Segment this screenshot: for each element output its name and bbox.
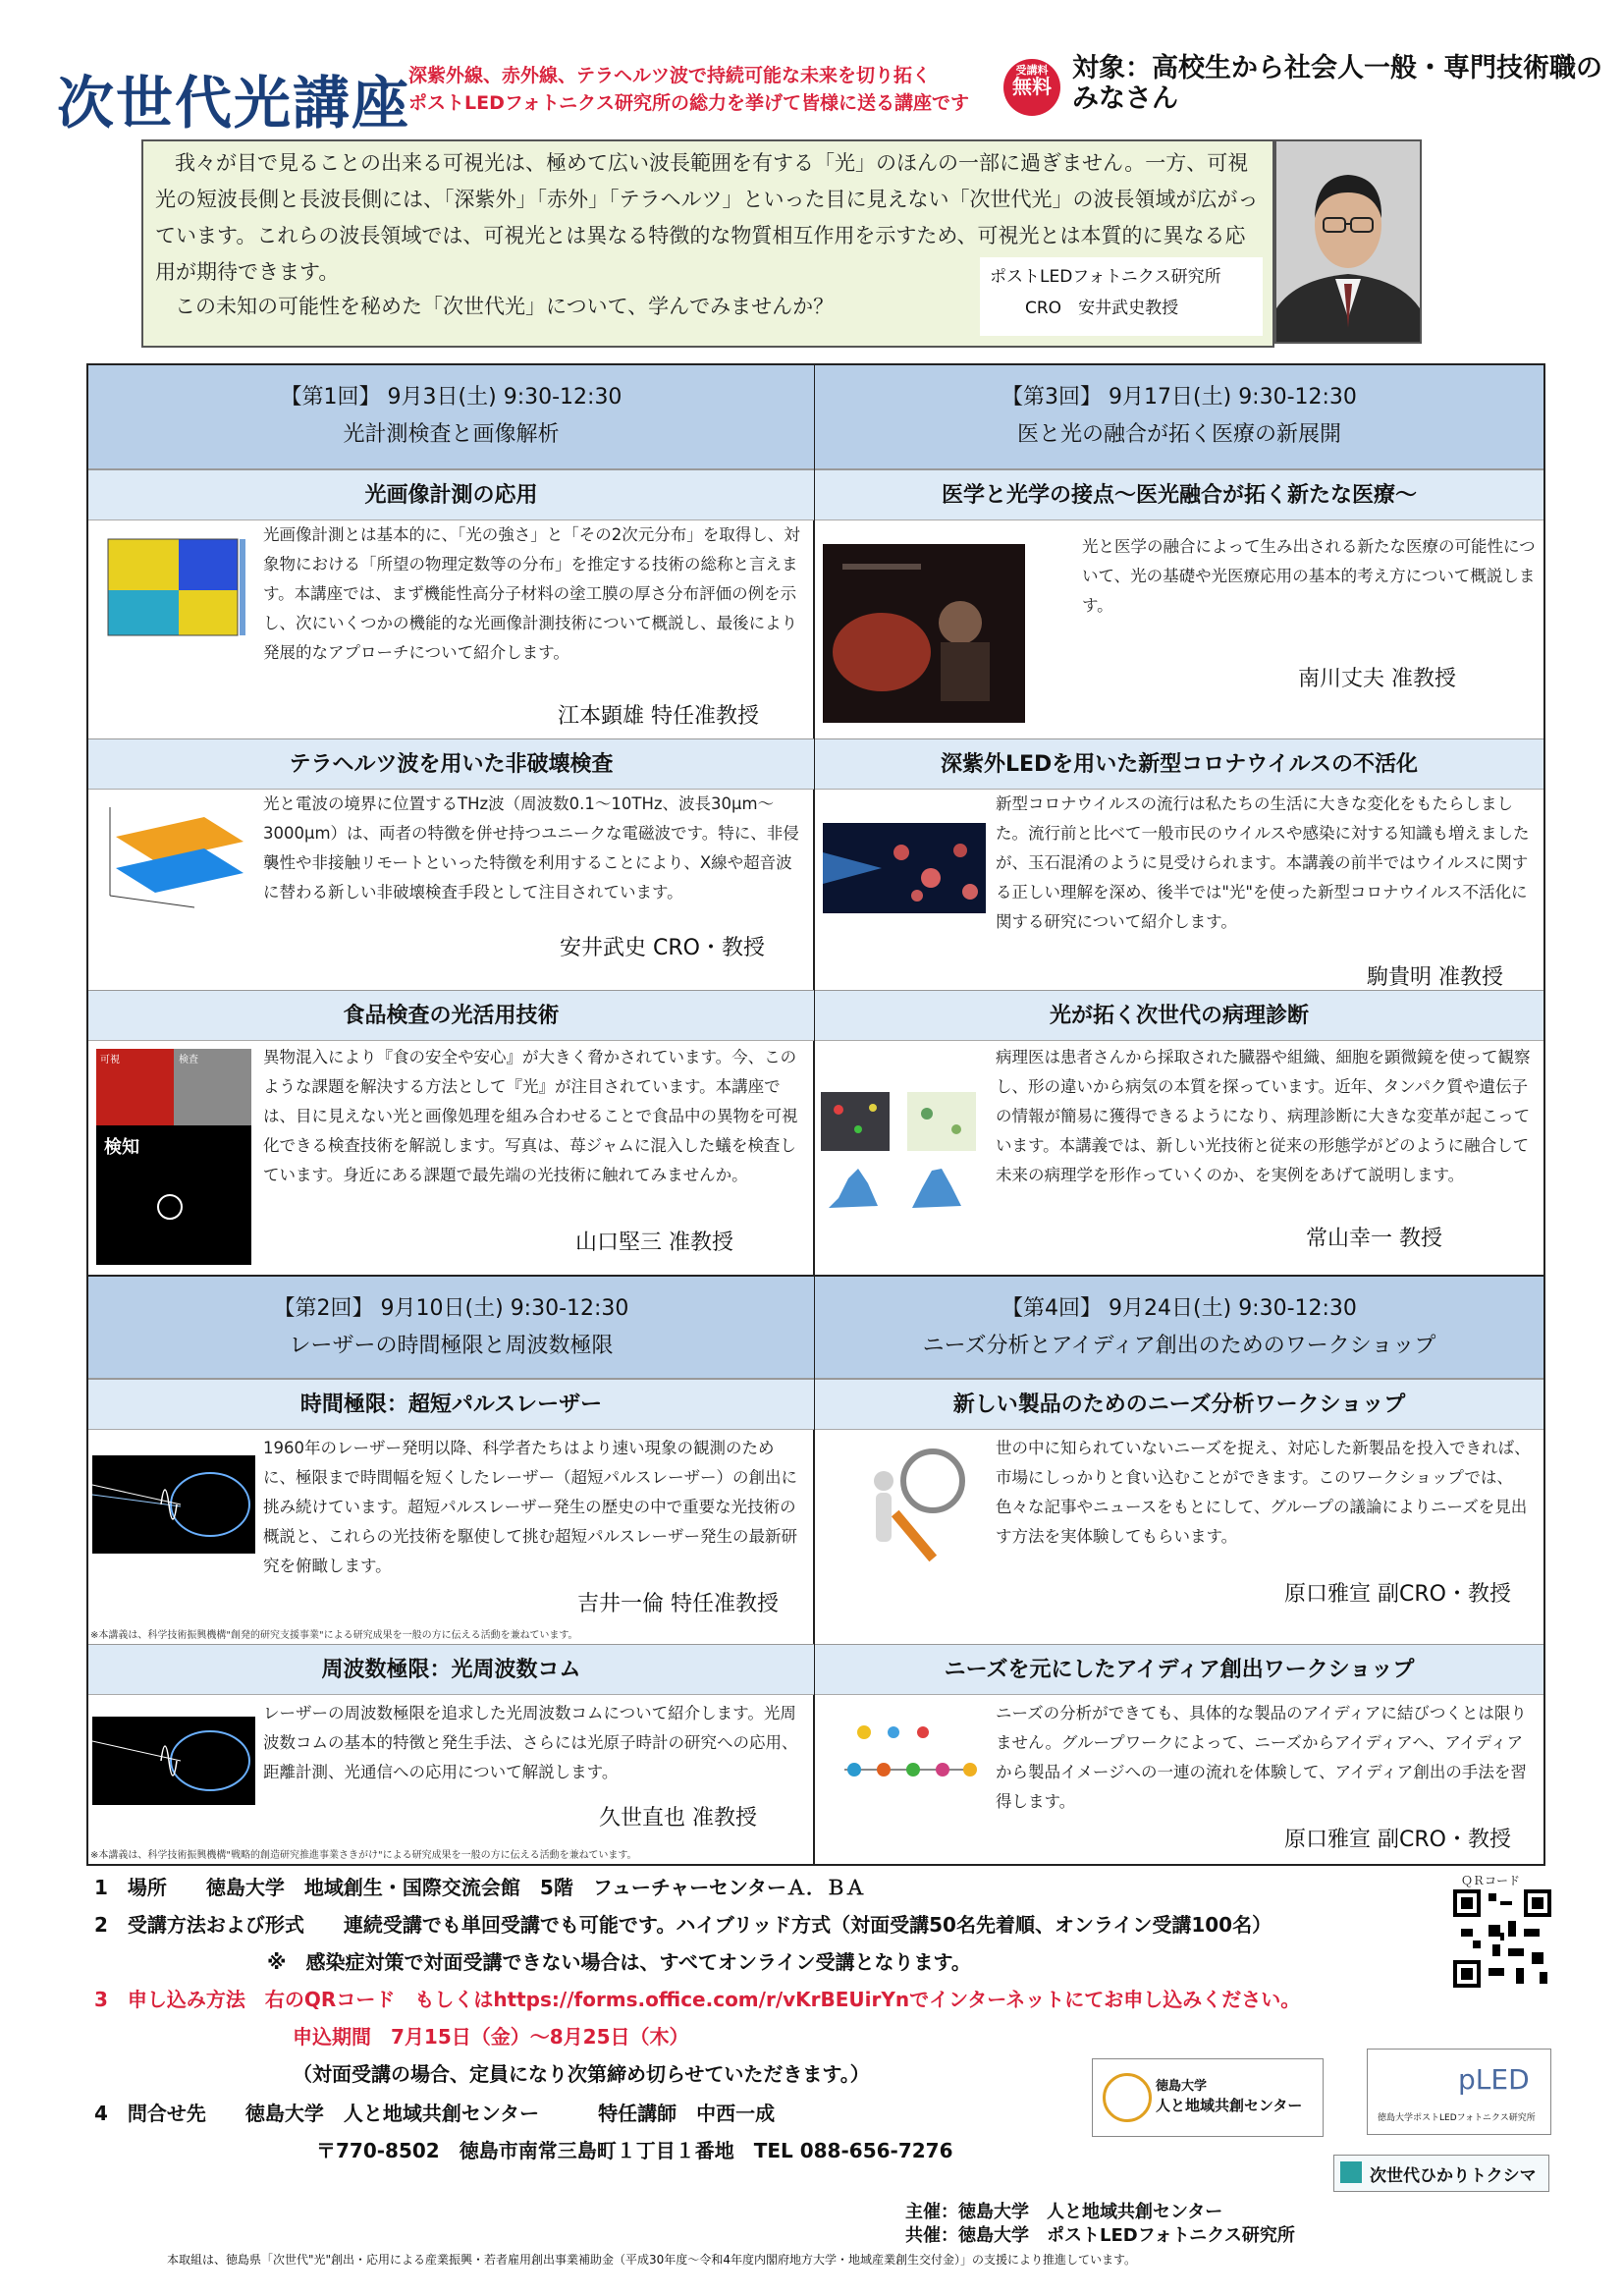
lecturer-name: 安井武史 CRO・教授: [560, 936, 765, 960]
info-contact: 4 問合せ先 徳島大学 人と地域共創センター 特任講師 中西一成: [94, 2102, 776, 2125]
food-inspection-image: [96, 1049, 251, 1265]
laboratory-photo: [823, 544, 1025, 723]
session-4-theme: ニーズ分析とアイディア創出のためのワークショップ: [922, 1334, 1436, 1358]
lecture-title: 新しい製品のためのニーズ分析ワークショップ: [815, 1379, 1543, 1430]
session-4-banner: [815, 1277, 1543, 1379]
heatmap-image: [96, 527, 251, 657]
session-2-banner: [88, 1277, 814, 1379]
hikari-tokushima-logo: [1333, 2155, 1549, 2192]
lecture-text: 光と電波の境界に位置するTHz波（周波数0.1〜10THz、波長30μm〜3000μm）は、両者の特徴を併せ持つユニークな電磁波です。特に、非侵襲性や非接触リモートといった特徴を利用することにより、X線や超音波に替わる新しい非破壊検査手段として注目されています。: [263, 794, 799, 902]
logo1-line1: 徳島大学: [1156, 2079, 1208, 2094]
image-label-inspection: 検査: [179, 1055, 198, 1066]
subtitle-line2: ポストLEDフォトニクス研究所の総力を挙げて皆様に送る講座です: [408, 92, 969, 114]
badge-small-label: 受講料: [1015, 64, 1049, 77]
lecturer-name: 江本顕雄 特任准教授: [558, 704, 759, 729]
portrait-photo: [1274, 139, 1422, 344]
lecture-title: 時間極限：超短パルスレーザー: [88, 1379, 814, 1430]
program-grid: [86, 363, 1545, 1866]
lecture-text: 異物混入により『食の安全や安心』が大きく脅かされています。今、このような課題を解決する方法として『光』が注目されています。本講座では、目に見えない光と画像処理を組み合わせることで食品中の異物を可視化できる検査技術を解説します。写真は、苺ジャムに混入した蟻を検査しています。身近にある課題で最先端の光技術に触れてみませんか。: [263, 1048, 798, 1184]
pled-logo: [1367, 2049, 1551, 2135]
image-label-visible: 可視: [100, 1055, 120, 1066]
logo2-small: 徳島大学ポストLEDフォトニクス研究所: [1378, 2113, 1536, 2123]
lecture-text: 1960年のレーザー発明以降、科学者たちはより速い現象の観測のために、極限まで時間幅を短くしたレーザー（超短パルスレーザー）の創出に挑み続けています。超短パルスレーザー発生の歴史の中で重要な光技術の概説と、これらの光技術を駆使して挑む超短パルスレーザー発生の最新研究を俯瞰します。: [263, 1439, 798, 1575]
info-format-note: ※ 感染症対策で対面受講できない場合は、すべてオンライン受講となります。: [267, 1950, 971, 1974]
logo2-big: pLED: [1458, 2063, 1530, 2096]
info-address: 〒770-8502 徳島市南常三島町１丁目１番地 TEL 088-656-7276: [316, 2139, 953, 2162]
column-divider: [813, 365, 815, 1864]
lecture-note: ※本講義は、科学技術振興機構"戦略的創造研究推進事業さきがけ"による研究成果を一般の方に伝える活動を兼ねています。: [90, 1850, 637, 1861]
lecture-text: ニーズの分析ができても、具体的な製品のアイディアに結びつくとは限りません。グループワークによって、ニーズからアイディアへ、アイディアから製品イメージへの一連の流れを体験して、アイディア創出の手法を習得します。: [996, 1704, 1527, 1811]
lecturer-name: 駒貴明 准教授: [1367, 965, 1503, 990]
sponsor: 主催：徳島大学 人と地域共創センター: [905, 2202, 1223, 2222]
intro-box: [141, 139, 1274, 348]
lecturer-name: 吉井一倫 特任准教授: [577, 1592, 779, 1616]
laser-pulse-image: [92, 1455, 255, 1554]
pathology-image: [819, 1090, 986, 1218]
terahertz-3d-plot: [96, 797, 251, 915]
cosponsor: 共催：徳島大学 ポストLEDフォトニクス研究所: [905, 2225, 1295, 2246]
session-1-banner: [88, 365, 814, 469]
lecturer-name: 原口雅宣 副CRO・教授: [1284, 1582, 1511, 1607]
free-badge: [1003, 59, 1060, 116]
lecture-text: レーザーの周波数極限を追求した光周波数コムについて紹介します。光周波数コムの基本的特徴と発生手法、さらには光原子時計の研究への応用、距離計測、光通信への応用について解説します。: [263, 1704, 798, 1781]
session-2-theme: レーザーの時間極限と周波数極限: [289, 1334, 614, 1358]
logo3-text: 次世代ひかりトクシマ: [1370, 2166, 1537, 2186]
hikari-logo-icon: [1340, 2161, 1362, 2183]
lecture-title: 食品検査の光活用技術: [88, 990, 814, 1041]
image-label-detect: 検知: [104, 1137, 139, 1158]
intro-text: 我々が目で見ることの出来る可視光は、極めて広い波長範囲を有する「光」のほんの一部に過ぎません。一方、可視光の短波長側と長波長側には、「深紫外」「赤外」「テラヘルツ」といった目に見えない「次世代光」の波長領域が広がっています。これらの波長領域では、可視光とは異なる特徴的な物質相互作用を示すため、可視光とは本質的に異なる応用が期待できます。: [155, 151, 1259, 284]
session-3-date: 【第3回】 9月17日(土) 9:30-12:30: [1001, 385, 1357, 410]
idea-icons-image: [835, 1721, 982, 1789]
session-3-theme: 医と光の融合が拓く医療の新展開: [1016, 422, 1341, 447]
funding-note: 本取組は、徳島県「次世代"光"創出・応用による産業振興・若者雇用創出事業補助金（平成30年度〜令和4年度内閣府地方大学・地域産業創生交付金）」の支援により推進しています。: [167, 2253, 1136, 2267]
lecture-title: テラヘルツ波を用いた非破壊検査: [88, 738, 814, 790]
target-audience: 対象：高校生から社会人一般・専門技術職のみなさん: [1072, 53, 1602, 115]
lecturer-name: 山口堅三 准教授: [575, 1230, 733, 1255]
intro-question: この未知の可能性を秘めた「次世代光」について、学んでみませんか？: [175, 295, 835, 318]
lecture-title: 医学と光学の接点〜医光融合が拓く新たな医療〜: [815, 469, 1543, 520]
center-logo: [1092, 2058, 1324, 2137]
lecture-text: 世の中に知られていないニーズを捉え、対応した新製品を投入できれば、市場にしっかりと食い込むことができます。このワークショップでは、色々な記事やニュースをもとにして、グループの議論によりニーズを見出す方法を実体験してもらいます。: [996, 1439, 1531, 1546]
session-4-date: 【第4回】 9月24日(土) 9:30-12:30: [1001, 1296, 1357, 1321]
session-2-date: 【第2回】 9月10日(土) 9:30-12:30: [273, 1296, 629, 1321]
lecture-note: ※本講義は、科学技術振興機構"創発的研究支援事業"による研究成果を一般の方に伝える活動を兼ねています。: [90, 1630, 578, 1641]
qr-label: ＱＲコード: [1461, 1874, 1521, 1887]
caption-org: ポストLEDフォトニクス研究所: [990, 267, 1221, 287]
lecturer-name: 南川丈夫 准教授: [1298, 667, 1456, 691]
session-1-date: 【第1回】 9月3日(土) 9:30-12:30: [280, 385, 623, 410]
page-title: 次世代光講座: [57, 70, 411, 137]
session-3-banner: [815, 365, 1543, 469]
info-application-period: 申込期間 7月15日（金）〜8月25日（木）: [293, 2025, 689, 2049]
lecture-title: 周波数極限：光周波数コム: [88, 1644, 814, 1695]
qr-code[interactable]: [1453, 1889, 1551, 1988]
lecturer-name: 原口雅宣 副CRO・教授: [1284, 1828, 1511, 1852]
lecture-text: 新型コロナウイルスの流行は私たちの生活に大きな変化をもたらしました。流行前と比べて一般市民のウイルスや感染に対する知識も増えましたが、玉石混淆のように見受けられます。本講義の前半ではウイルスに関する正しい理解を深め、後半では"光"を使った新型コロナウイルス不活化に関する研究について紹介します。: [996, 794, 1530, 931]
session-1-theme: 光計測検査と画像解析: [343, 422, 560, 447]
info-application-note: （対面受講の場合、定員になり次第締め切らせていただきます。）: [293, 2062, 870, 2086]
badge-large-label: 無料: [1012, 74, 1052, 98]
lecture-text: 病理医は患者さんから採取された臓器や組織、細胞を顕微鏡を使って観察し、形の違いから病気の本質を探っています。近年、タンパク質や遺伝子の情報が簡易に獲得できるようになり、病理診断に大きな変革が起こっています。本講義では、新しい光技術と従来の形態学がどのように融合して未来の病理学を形作っていくのか、を実例をあげて説明します。: [996, 1048, 1531, 1184]
lecturer-name: 常山幸一 教授: [1306, 1227, 1442, 1251]
info-format: 2 受講方法および形式 連続受講でも単回受講でも可能です。ハイブリッド方式（対面受講50名先着順、オンライン受講100名）: [94, 1913, 1272, 1937]
lecture-title: 光画像計測の応用: [88, 469, 814, 520]
logo1-line2: 人と地域共創センター: [1156, 2097, 1303, 2114]
lecture-text: 光と医学の融合によって生み出される新たな医療の可能性について、光の基礎や光医療応用の基本的考え方について概説します。: [1082, 537, 1536, 615]
center-logo-icon: [1103, 2073, 1152, 2122]
uv-virus-image: [823, 823, 986, 913]
portrait-caption: [980, 257, 1263, 336]
magnifier-figure-image: [844, 1442, 982, 1589]
caption-name: CRO 安井武史教授: [1025, 299, 1179, 318]
lecture-title: ニーズを元にしたアイディア創出ワークショップ: [815, 1644, 1543, 1695]
lecture-title: 深紫外LEDを用いた新型コロナウイルスの不活化: [815, 738, 1543, 790]
info-location: 1 場所 徳島大学 地域創生・国際交流会館 5階 フューチャーセンターＡ．ＢＡ: [94, 1876, 866, 1899]
frequency-comb-image: [92, 1717, 255, 1805]
subtitle-line1: 深紫外線、赤外線、テラヘルツ波で持続可能な未来を切り拓く: [408, 65, 932, 86]
lecturer-name: 久世直也 准教授: [599, 1806, 757, 1831]
info-application: 3 申し込み方法 右のQRコード もしくはhttps://forms.office.com/r/vKrBEUirYnでインターネットにてお申し込みください。: [94, 1988, 1301, 2011]
lecture-text: 光画像計測とは基本的に、「光の強さ」と「その2次元分布」を取得し、対象物における「所望の物理定数等の分布」を推定する技術の総称と言えます。本講座では、まず機能性高分子材料の塗工膜の厚さ分布評価の例を示し、次にいくつかの機能的な光画像計測技術について概説し、最後により発展的なアプローチについて紹介します。: [263, 525, 800, 662]
lecture-title: 光が拓く次世代の病理診断: [815, 990, 1543, 1041]
